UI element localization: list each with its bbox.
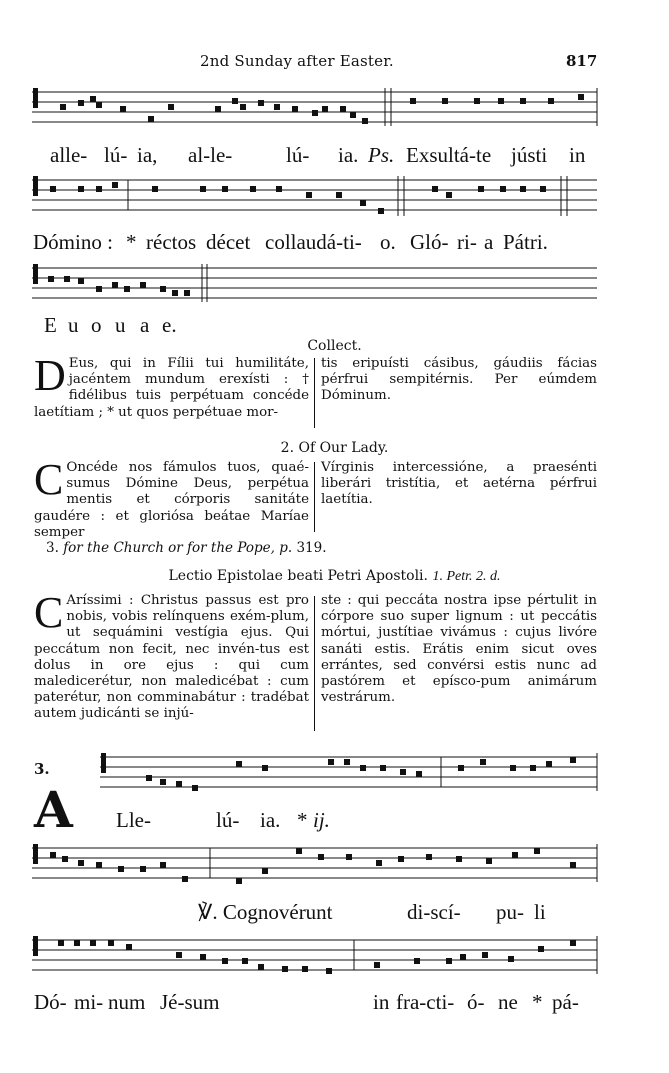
- our-lady-heading: 2. Of Our Lady.: [280, 440, 389, 456]
- column-rule: [314, 462, 315, 532]
- epistle-right-column: [321, 593, 597, 706]
- note-italic: for the Church or for the Pope,: [63, 540, 275, 556]
- epistle-text: Aríssimi : Christus passus est pro nobis, vobis relínquens exém-plum, ut sequámini vestígia ejus. Qui peccátum non fecit, nec invén-tus est dolus in ore ejus : qui cum maledicerétur, non maledicébat : cum paterétur, non comminabátur : tradébat autem judicánti se injú-: [34, 593, 309, 722]
- syllable: in: [373, 990, 390, 1014]
- our-lady-text: Oncéde nos fámulos tuos, quaé-sumus Dómine Deus, perpétua mentis et córporis sanitáte gaudére : et gloriósa beátae Maríae semper: [34, 460, 309, 540]
- syllable: ia,: [137, 143, 158, 167]
- syllable: a: [484, 230, 494, 254]
- page-number: 817: [566, 52, 598, 70]
- collect-heading: Collect.: [307, 338, 362, 354]
- syllable: Gló-: [410, 230, 449, 254]
- syllable: Pátri.: [503, 230, 548, 254]
- chant-lyrics-6: [0, 990, 669, 1020]
- syllable: o.: [380, 230, 396, 254]
- syllable: lú-: [216, 808, 240, 832]
- chant-staff-5: [0, 838, 669, 898]
- syllable: di-scí-: [407, 900, 461, 924]
- syllable: num: [108, 990, 146, 1014]
- alleluia-initial: A: [34, 780, 73, 839]
- epistle-title: Lectio Epistolae beati Petri Apostoli.: [168, 568, 428, 584]
- syllable: fra-cti-: [396, 990, 455, 1014]
- syllable: ri-: [457, 230, 477, 254]
- epistle-left-column: [34, 588, 309, 723]
- chant-lyrics-5: [0, 900, 669, 930]
- chant-staff-4: [0, 745, 669, 805]
- our-lady-text-cont: Vírginis intercessióne, a praesénti liberári tristítia, et aetérna pérfrui laetítia.: [321, 460, 597, 508]
- epistle-heading: [0, 568, 669, 585]
- syllable: e.: [162, 313, 177, 337]
- syllable: *: [126, 230, 137, 254]
- syllable: ó-: [467, 990, 485, 1014]
- our-lady-right-column: [321, 460, 597, 509]
- chant-lyrics-2: [0, 230, 669, 260]
- column-rule: [314, 596, 315, 731]
- syllable: Dómino :: [33, 230, 113, 254]
- drop-cap: D: [34, 351, 66, 400]
- collect-text-cont: tis eripuísti cásibus, gáudiis fácias pérfrui sempitérnis. Per eúmdem Dóminum.: [321, 356, 597, 404]
- note-page: 319.: [296, 540, 327, 556]
- collect-right-column: [321, 356, 597, 405]
- epistle-reference: 1. Petr. 2. d.: [432, 569, 501, 584]
- chant-staff-2: [0, 170, 669, 230]
- syllable: lú-: [104, 143, 128, 167]
- page-header: [0, 52, 669, 74]
- syllable: ij.: [313, 808, 330, 832]
- syllable: Dó-: [34, 990, 67, 1014]
- syllable: *: [297, 808, 308, 832]
- alleluia-number: 3.: [34, 760, 50, 778]
- syllable: Lle-: [116, 808, 151, 832]
- syllable: jústi: [511, 143, 548, 167]
- church-pope-note: [46, 540, 327, 556]
- syllable: collaudá-ti-: [265, 230, 362, 254]
- syllable: réctos: [146, 230, 197, 254]
- syllable: lú-: [286, 143, 310, 167]
- syllable: ia.: [338, 143, 359, 167]
- drop-cap: C: [34, 588, 64, 637]
- syllable: o: [91, 313, 102, 337]
- syllable: pu-: [496, 900, 524, 924]
- syllable: u: [115, 313, 126, 337]
- chant-staff-6: [0, 930, 669, 990]
- syllable: mi-: [74, 990, 104, 1014]
- column-rule: [314, 358, 315, 428]
- syllable: pá-: [552, 990, 579, 1014]
- syllable: Exsultá-te: [406, 143, 492, 167]
- our-lady-left-column: [34, 455, 309, 541]
- running-title: 2nd Sunday after Easter.: [200, 52, 394, 70]
- syllable: ne: [498, 990, 518, 1014]
- syllable: alle-: [50, 143, 88, 167]
- syllable: in: [569, 143, 586, 167]
- chant-staff-1: [0, 80, 669, 140]
- drop-cap: C: [34, 455, 64, 504]
- chant-staff-3: [0, 260, 669, 310]
- syllable: ia.: [260, 808, 281, 832]
- syllable: décet: [206, 230, 251, 254]
- syllable: u: [68, 313, 79, 337]
- syllable: al-le-: [188, 143, 233, 167]
- collect-text: Eus, qui in Fílii tui humilitáte, jacéntem mundum erexísti : † fidélibus tuis perpétuam concéde laetítiam ; * ut quos perpétuae mor-: [34, 356, 309, 420]
- note-number: 3.: [46, 540, 59, 556]
- psalm-abbr: Ps.: [368, 143, 395, 167]
- collect-left-column: [34, 351, 309, 421]
- syllable: a: [140, 313, 150, 337]
- note-page-abbr: p.: [279, 540, 293, 556]
- syllable: Jé-sum: [160, 990, 220, 1014]
- versicle: ℣. Cognovérunt: [198, 900, 333, 924]
- chant-lyrics-4: [0, 808, 669, 838]
- syllable: *: [532, 990, 543, 1014]
- epistle-text-cont: ste : qui peccáta nostra ipse pértulit in córpore suo super lignum : ut peccátis mórtui, justítiae vivámus : cujus livóre sanáti estis. Erátis enim sicut oves errántes, sed convérsi estis nunc ad pastórem et epísco-pum animárum vestrárum.: [321, 593, 597, 706]
- syllable: E: [44, 313, 57, 337]
- chant-lyrics-1: [0, 143, 669, 173]
- syllable: li: [534, 900, 546, 924]
